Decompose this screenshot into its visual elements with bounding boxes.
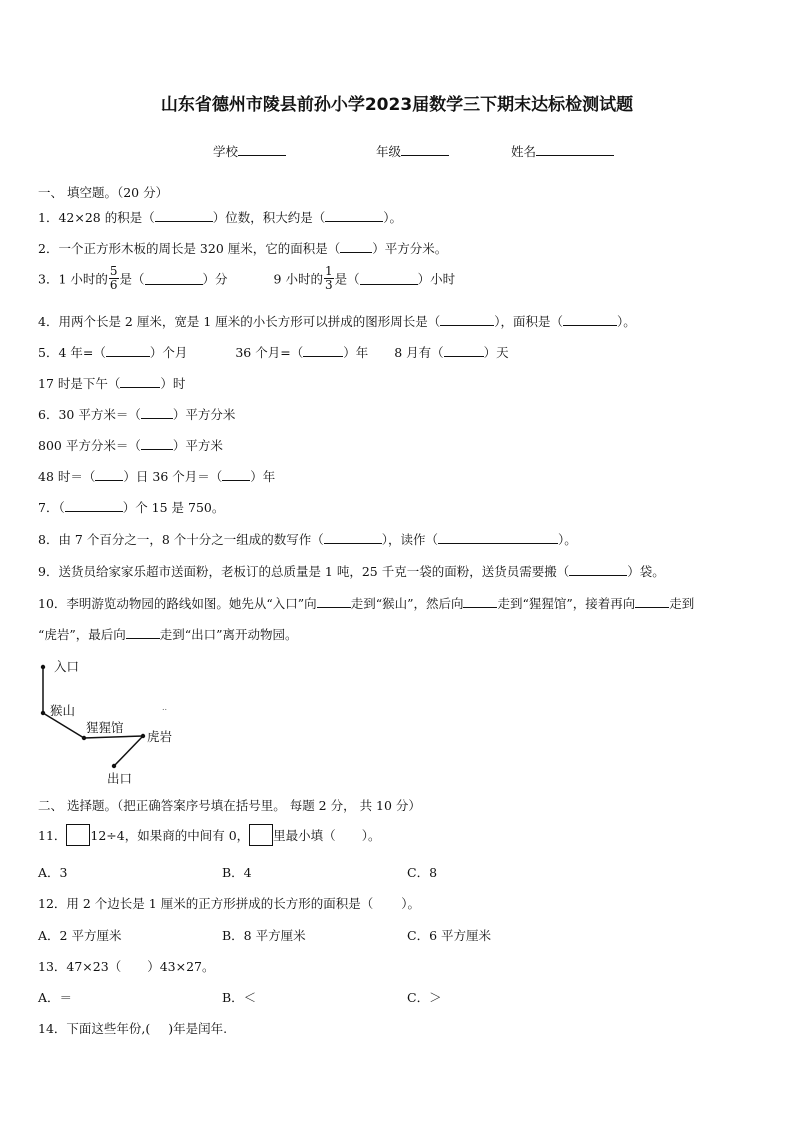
grade-blank[interactable] [401,143,449,156]
fraction-1-3: $\frac{1}{3}$ [324,264,333,292]
gorilla-dot [82,736,86,740]
question-5b: 17 时是下午（ ）时 [38,376,186,391]
q8-blank-2[interactable] [438,531,558,544]
q10-blank-1[interactable] [317,595,351,608]
tiger-dot [141,734,145,738]
map-label-tiger: 虎岩 [147,729,173,744]
q10-blank-2[interactable] [463,595,497,608]
q13-option-b[interactable]: B．＜ [222,990,257,1005]
section1-heading: 一、 填空题。（20 分） [38,185,169,200]
school-label: 学校 [213,144,239,159]
q4-blank-2[interactable] [563,313,617,326]
q5-blank-2[interactable] [303,344,343,357]
school-blank[interactable] [238,143,286,156]
fraction-5-6: $\frac{5}{6}$ [109,264,118,292]
exit-dot [112,764,116,768]
q12-option-a[interactable]: A．2 平方厘米 [38,928,122,943]
q13-option-c[interactable]: C．＞ [407,990,442,1005]
zoo-route-map [30,652,200,787]
question-11: 11． 12÷4，如果商的中间有 0， 里最小填（ ）。 [38,824,380,846]
question-4: 4．用两个长是 2 厘米，宽是 1 厘米的小长方形可以拼成的图形周长是（ ），面积是（ ）。 [38,314,636,329]
question-10b: “虎岩”，最后向 走到“出口”离开动物园。 [38,627,298,642]
svg-text:..: .. [162,703,168,712]
q7-blank[interactable] [65,499,123,512]
monkey-dot [41,711,45,715]
q1-blank-1[interactable] [155,209,213,222]
student-info [213,142,614,160]
q5-blank-3[interactable] [444,344,484,357]
question-8: 8．由 7 个百分之一，8 个十分之一组成的数写作（ ），读作（ ）。 [38,532,577,547]
question-5: 5．4 年=（ ）个月 36 个月=（ ）年 8 月有（ ）天 [38,345,509,360]
q9-blank[interactable] [569,563,627,576]
q6-blank[interactable] [141,406,173,419]
entrance-dot [41,665,45,669]
map-label-exit: 出口 [107,771,133,786]
q6c-blank-2[interactable] [222,468,250,481]
question-3: 3．1 小时的 $\frac{5}{6}$ 是（ ）分 9 小时的 $\frac{1}{3}$ 是（ ）小时 [38,264,456,292]
q4-blank-1[interactable] [440,313,494,326]
q6c-blank-1[interactable] [95,468,123,481]
question-6: 6．30 平方米＝（ ）平方分米 [38,407,236,422]
name-blank[interactable] [536,143,614,156]
q6b-blank[interactable] [141,437,173,450]
map-label-monkey: 猴山 [50,703,76,718]
q10-blank-4[interactable] [126,626,160,639]
q3-blank-2[interactable] [360,272,418,285]
q11-digit-box-1[interactable] [66,824,90,846]
q11-option-a[interactable]: A．3 [38,865,68,880]
q12-option-b[interactable]: B．8 平方厘米 [222,928,306,943]
question-14: 14．下面这些年份,( )年是闰年. [38,1021,228,1036]
q5-blank-1[interactable] [106,344,150,357]
question-7: 7．（ ）个 15 是 750。 [38,500,225,515]
name-label: 姓名 [510,144,536,159]
q11-digit-box-2[interactable] [249,824,273,846]
question-12: 12．用 2 个边长是 1 厘米的正方形拼成的长方形的面积是（ ）。 [38,896,420,911]
q11-option-c[interactable]: C．8 [407,865,438,880]
question-1: 1．42×28 的积是（ ）位数，积大约是（ ）。 [38,210,402,225]
grade-label: 年级 [375,144,401,159]
question-6b: 800 平方分米＝（ ）平方米 [38,438,223,453]
q2-blank[interactable] [340,240,372,253]
section2-heading: 二、 选择题。（把正确答案序号填在括号里。 每题 2 分， 共 10 分） [38,798,421,813]
question-10: 10．李明游览动物园的路线如图。她先从“入口”向 走到“猴山”，然后向 走到“猩猩馆”，接着再向 走到 [38,596,695,611]
q3-blank-1[interactable] [145,272,203,285]
q12-option-c[interactable]: C．6 平方厘米 [407,928,491,943]
question-6c: 48 时＝（ ）日 36 个月＝（ ）年 [38,469,276,484]
q10-blank-3[interactable] [635,595,669,608]
q8-blank-1[interactable] [324,531,382,544]
q5b-blank[interactable] [120,375,160,388]
map-label-entrance: 入口 [54,659,80,674]
question-9: 9．送货员给家家乐超市送面粉，老板订的总质量是 1 吨，25 千克一袋的面粉，送货员需要搬（ ）袋。 [38,564,665,579]
question-2: 2．一个正方形木板的周长是 320 厘米，它的面积是（ ）平方分米。 [38,241,448,256]
map-label-gorilla: 猩猩馆 [86,720,124,735]
question-13: 13．47×23（ ）43×27。 [38,959,215,974]
q13-option-a[interactable]: A．＝ [38,990,73,1005]
page-title: 山东省德州市陵县前孙小学2023届数学三下期末达标检测试题 [160,95,634,115]
q11-option-b[interactable]: B．4 [222,865,252,880]
q1-blank-2[interactable] [325,209,383,222]
